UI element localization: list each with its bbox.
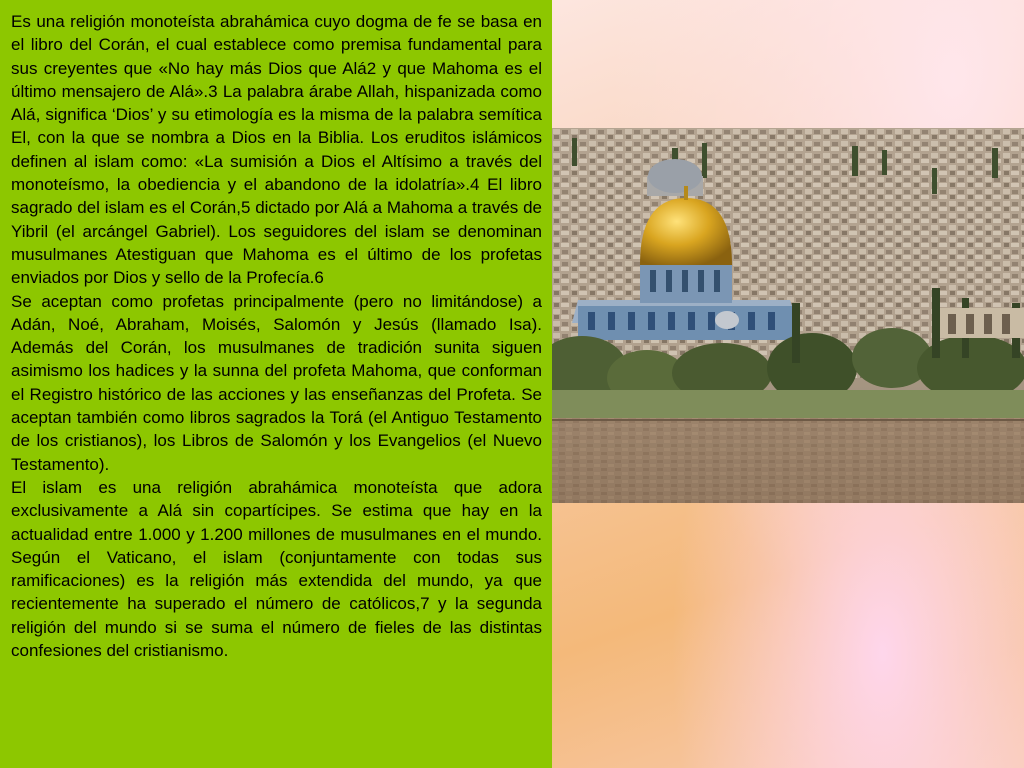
body-text <box>11 10 542 662</box>
paragraph-2: Se aceptan como profetas principalmente (pero no limitándose) a Adán, Noé, Abraham, Moisés, Salomón y Jesús (llamado Isa). Además del Corán, los musulmanes de tradición sunita siguen asimismo los hadices y la sunna del profeta Mahoma, que conforman el Registro histórico de las acciones y las enseñanzas del Profeta. Se aceptan también como libros sagrados la Torá (el Antiguo Testamento de los cristianos), los Libros de Salomón y los Evangelios (el Nuevo Testamento). <box>11 291 542 474</box>
photo-illustration <box>552 128 1024 503</box>
paragraph-3: El islam es una religión abrahámica monoteísta que adora exclusivamente a Alá sin copartícipes. Se estima que hay en la actualidad entre 1.000 y 1.200 millones de musulmanes en el mundo. Según el Vaticano, el islam (conjuntamente con todas sus ramificaciones) es la religión más extendida del mundo, ya que recientemente ha superado el número de católicos,7 y la segunda religión del mundo si se suma el número de fieles de las distintas confesiones del cristianismo. <box>11 477 542 661</box>
dome-of-the-rock-photo <box>552 128 1024 503</box>
paragraph-1: Es una religión monoteísta abrahámica cuyo dogma de fe se basa en el libro del Corán, el cual establece como premisa fundamental para sus creyentes que «No hay más Dios que Alá2 y que Mahoma es el último mensajero de Alá».3 La palabra árabe Allah, hispanizada como Alá, significa ‘Dios’ y su etimología es la misma de la palabra semítica El, con la que se nombra a Dios en la Biblia. Los eruditos islámicos definen al islam como: «La sumisión a Dios el Altísimo a través del monoteísmo, la obediencia y el abandono de la idolatría».4 El libro sagrado del islam es el Corán,5 dictado por Alá a Mahoma a través de Yibril (el arcángel Gabriel). Los seguidores del islam se denominan musulmanes Atestiguan que Mahoma es el último de los profetas enviados por Dios y sello de la Profecía.6 <box>11 12 542 288</box>
grey-dome <box>647 159 703 196</box>
right-arches <box>940 308 1024 338</box>
old-city-wall <box>552 418 1024 503</box>
